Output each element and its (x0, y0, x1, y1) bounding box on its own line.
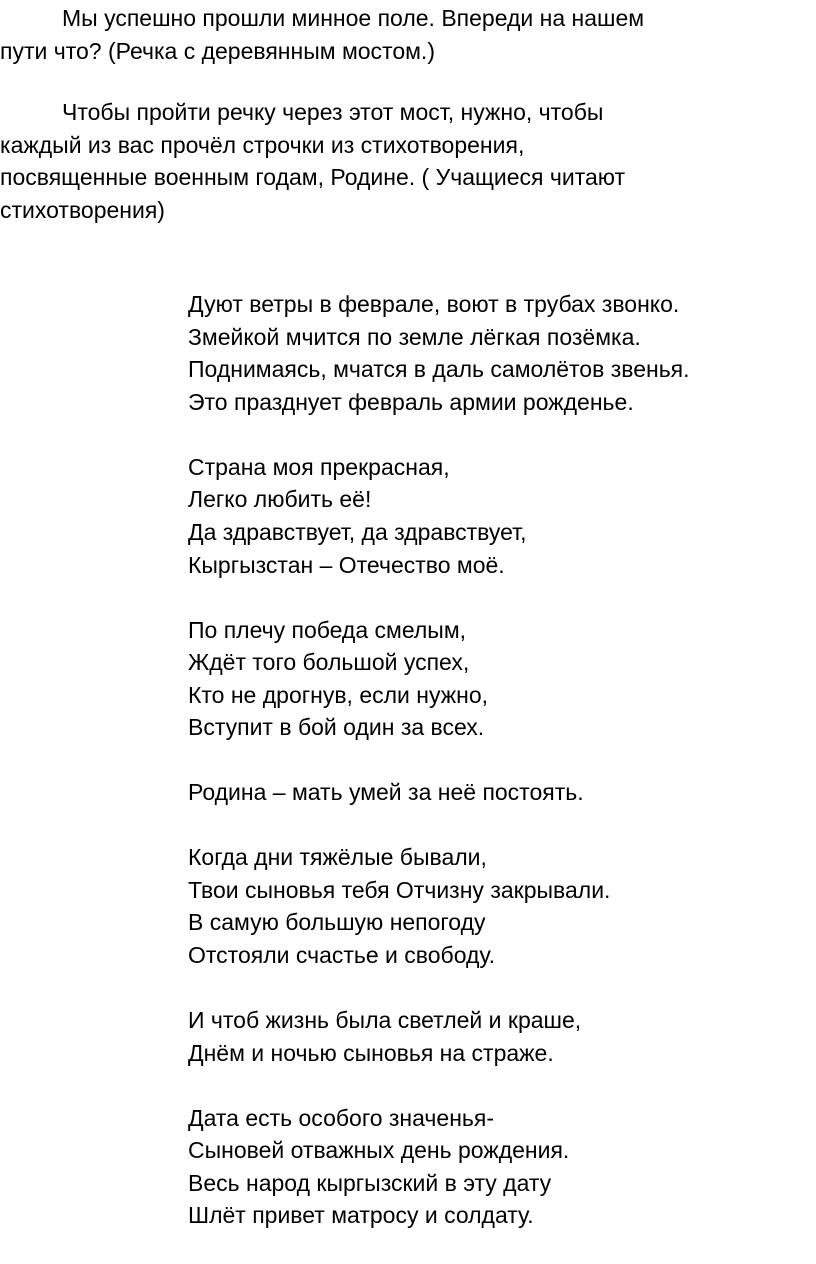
poem-line: Дуют ветры в феврале, воют в трубах звонко. (188, 291, 680, 317)
intro-paragraph-1 (0, 2, 800, 67)
poem-line: Когда дни тяжёлые бывали, (188, 844, 487, 871)
text-line: Чтобы пройти речку через этот мост, нужно, чтобы (62, 99, 604, 125)
poem-line: По плечу победа смелым, (188, 616, 467, 643)
poem-line: В самую большую непогоду (188, 909, 486, 936)
poem-stanza-3 (188, 614, 808, 744)
poem-stanza-7 (188, 1102, 808, 1232)
intro-paragraph-2 (0, 96, 800, 226)
poem-stanza-2 (188, 451, 808, 581)
poem-line: Поднимаясь, мчатся в даль самолётов звенья. (188, 356, 690, 383)
poem-line: Весь народ кыргызский в эту дату (188, 1169, 552, 1196)
poem-line: Змейкой мчится по земле лёгкая позёмка. (188, 323, 641, 350)
poem-stanza-4 (188, 776, 808, 809)
text-line: посвященные военным годам, Родине. ( Учащиеся читают (0, 164, 626, 191)
poem-line: Кто не дрогнув, если нужно, (188, 681, 489, 708)
poem-line: Легко любить её! (188, 486, 372, 513)
poem-line: Ждёт того большой успех, (188, 649, 470, 676)
poem-line: Вступит в бой один за всех. (188, 714, 485, 741)
text-line: пути что? (Речка с деревянным мостом.) (0, 37, 435, 64)
poem-stanza-6 (188, 1004, 808, 1069)
poem-line: Твои сыновья тебя Отчизну закрывали. (188, 876, 611, 903)
poem-line: Шлёт привет матросу и солдату. (188, 1202, 534, 1229)
text-line: каждый из вас прочёл строчки из стихотворения, (0, 131, 525, 158)
poem-line: Родина – мать умей за неё постоять. (188, 779, 584, 806)
poem-line: Страна моя прекрасная, (188, 453, 450, 480)
poem-line: Дата есть особого значенья- (188, 1104, 494, 1131)
text-line: Мы успешно прошли минное поле. Впереди на нашем (62, 5, 645, 31)
poem (188, 288, 808, 1264)
poem-line: Сыновей отважных день рождения. (188, 1137, 570, 1164)
poem-stanza-5 (188, 841, 808, 971)
poem-line: Это празднует февраль армии рожденье. (188, 388, 634, 415)
poem-stanza-1 (188, 288, 808, 418)
poem-line: Днём и ночью сыновья на страже. (188, 1039, 554, 1066)
poem-line: Отстояли счастье и свободу. (188, 942, 496, 969)
poem-line: И чтоб жизнь была светлей и краше, (188, 1007, 582, 1034)
poem-line: Кыргызстан – Отечество моё. (188, 551, 505, 578)
poem-line: Да здравствует, да здравствует, (188, 518, 527, 545)
text-line: стихотворения) (0, 196, 165, 223)
